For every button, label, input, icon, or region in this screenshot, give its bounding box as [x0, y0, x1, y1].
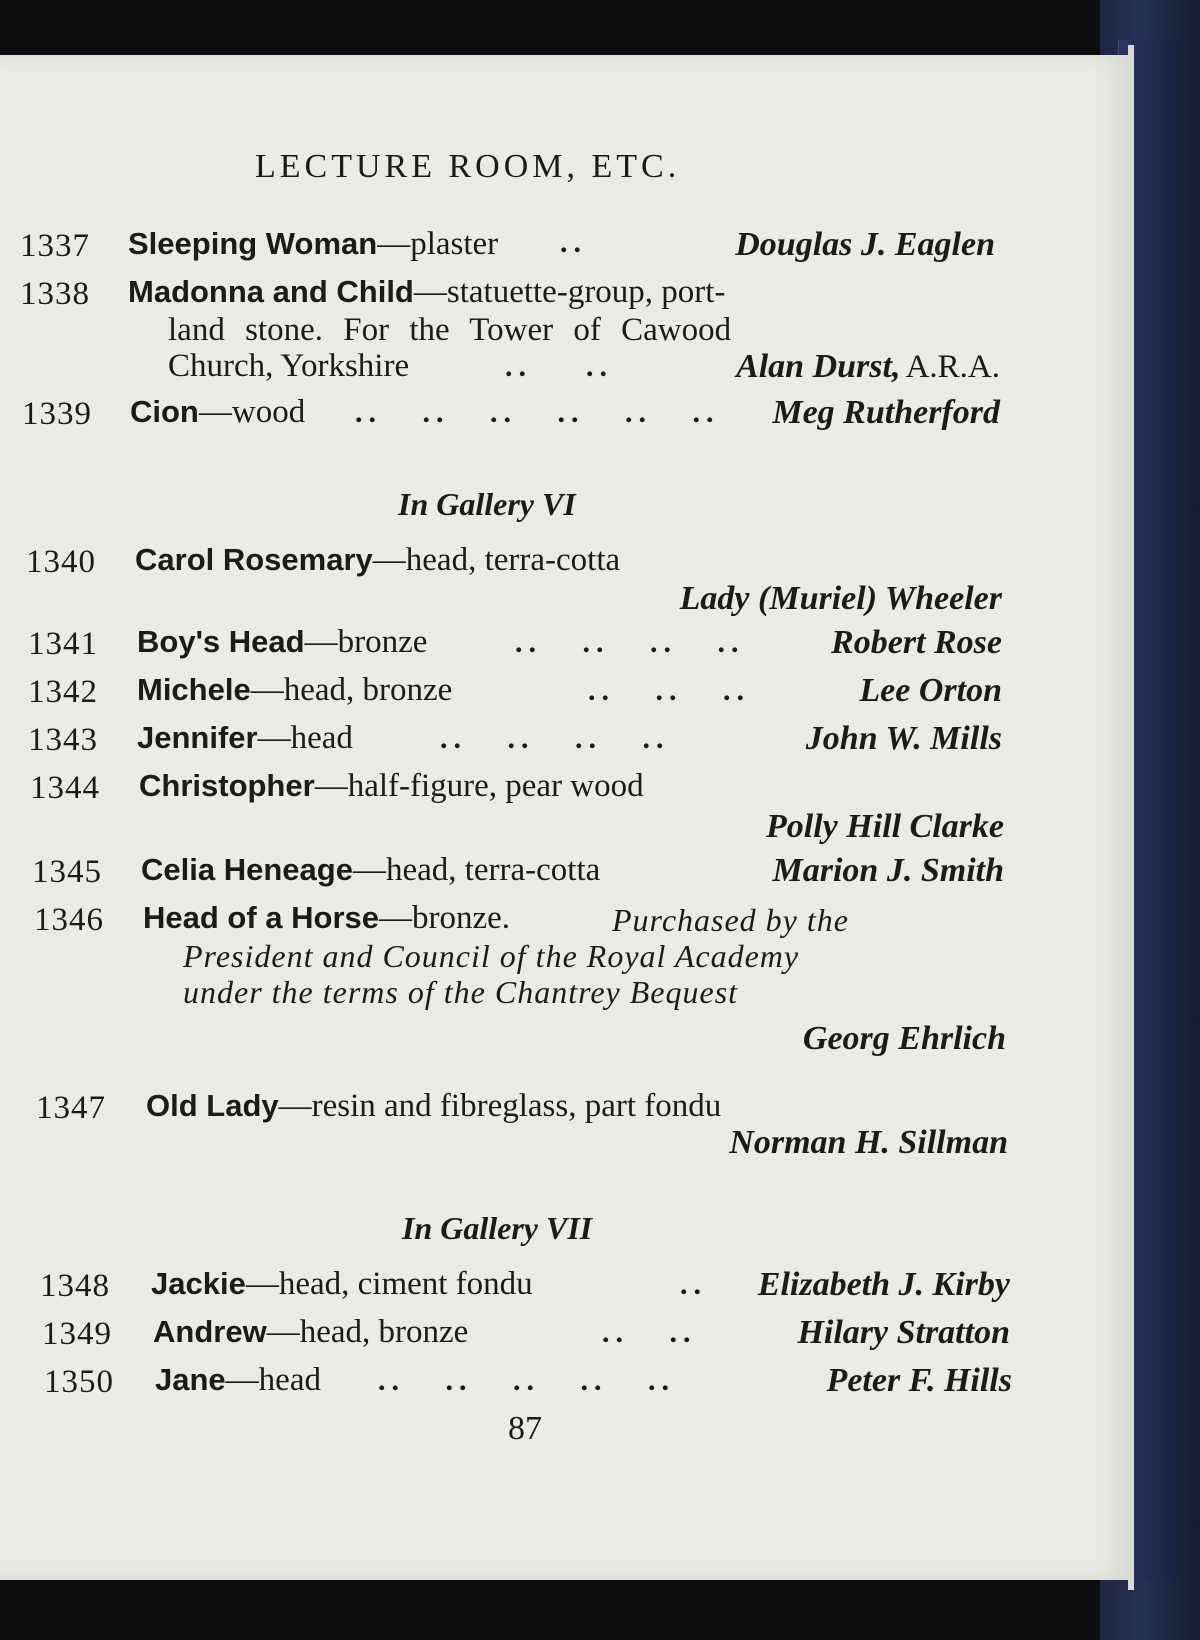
entry-number: 1339: [22, 396, 92, 432]
entry-number: 1337: [20, 228, 90, 264]
entry-title: Old Lady: [146, 1088, 279, 1123]
entry-artist: Polly Hill Clarke: [766, 808, 1004, 845]
entry-note: President and Council of the Royal Academy: [183, 938, 800, 974]
entry-medium: —head: [225, 1362, 321, 1398]
entry-artist: Elizabeth J. Kirby: [757, 1266, 1010, 1303]
entry-title: Sleeping Woman: [128, 226, 378, 261]
entry-medium: —plaster: [377, 226, 499, 262]
entry-title: Head of a Horse: [143, 900, 380, 935]
entry-number: 1344: [30, 770, 100, 806]
entry-artist: Lady (Muriel) Wheeler: [679, 580, 1002, 617]
entry-medium: —head: [257, 720, 353, 756]
leader-dots: .. .. .. ..: [515, 626, 745, 659]
leader-dots: .. .. .. .. ..: [378, 1364, 675, 1397]
entry-title-line: [137, 672, 452, 709]
entry-note: under the terms of the Chantrey Bequest: [183, 974, 739, 1010]
leader-dots: ..: [560, 226, 587, 259]
entry-title: Celia Heneage: [141, 852, 353, 887]
page-number: 87: [508, 1410, 542, 1447]
entry-title-line: [137, 720, 353, 757]
entry-title: Christopher: [139, 768, 315, 803]
entry-number: 1348: [40, 1268, 110, 1304]
entry-artist-suffix: A.R.A.: [905, 349, 1000, 385]
page-header: LECTURE ROOM, ETC.: [255, 148, 681, 185]
entry-artist: Peter F. Hills: [826, 1362, 1012, 1399]
entry-artist: John W. Mills: [805, 720, 1002, 757]
leader-dots: .. .. .. .. .. ..: [355, 396, 720, 429]
entry-title-line: [128, 226, 498, 263]
entry-title-line: [128, 274, 725, 311]
entry-artist: Robert Rose: [831, 624, 1002, 661]
leader-dots: .. ..: [602, 1316, 697, 1349]
entry-title: Jane: [155, 1362, 226, 1397]
entry-medium: —head, bronze: [250, 672, 453, 708]
entry-title: Carol Rosemary: [135, 542, 373, 577]
entry-medium: —head, ciment fondu: [245, 1266, 533, 1302]
entry-medium: —statuette-group, port-: [413, 274, 726, 310]
entry-title-line: [146, 1088, 721, 1125]
entry-number: 1346: [34, 902, 104, 938]
section-heading-gallery-vi: In Gallery VI: [398, 486, 576, 522]
entry-artist-line: [736, 348, 1000, 386]
entry-title-line: [137, 624, 427, 661]
entry-artist: Marion J. Smith: [772, 852, 1004, 889]
entry-number: 1342: [28, 674, 98, 710]
leader-dots: .. .. .. ..: [440, 722, 670, 755]
entry-title-line: [141, 852, 600, 889]
entry-number: 1338: [20, 276, 90, 312]
entry-title-line: [153, 1314, 468, 1351]
entry-title: Jennifer: [137, 720, 258, 755]
leader-dots: .. .. ..: [588, 674, 750, 707]
entry-title: Boy's Head: [137, 624, 305, 659]
entry-number: 1340: [26, 544, 96, 580]
entry-medium: —head, terra-cotta: [352, 852, 601, 888]
entry-title-line: [135, 542, 620, 579]
entry-medium: —head, bronze: [266, 1314, 469, 1350]
entry-number: 1350: [44, 1364, 114, 1400]
entry-number: 1347: [36, 1090, 106, 1126]
entry-description-line: land stone. For the Tower of Cawood: [168, 312, 732, 348]
entry-medium: —bronze.: [379, 900, 511, 936]
entry-medium: —half-figure, pear wood: [314, 768, 644, 804]
entry-title: Madonna and Child: [128, 274, 414, 309]
leader-dots: ..: [680, 1268, 707, 1301]
entry-title: Michele: [137, 672, 251, 707]
entry-artist: Norman H. Sillman: [729, 1124, 1008, 1161]
entry-title: Andrew: [153, 1314, 267, 1349]
entry-number: 1349: [42, 1316, 112, 1352]
entry-number: 1343: [28, 722, 98, 758]
entry-medium: —bronze: [304, 624, 428, 660]
entry-artist: Douglas J. Eaglen: [735, 226, 995, 263]
entry-title-line: [143, 900, 510, 937]
entry-artist: Meg Rutherford: [772, 394, 1000, 431]
entry-artist: Georg Ehrlich: [802, 1020, 1006, 1057]
entry-number: 1341: [28, 626, 98, 662]
entry-medium: —resin and fibreglass, part fondu: [278, 1088, 722, 1124]
entry-title: Cion: [130, 394, 199, 429]
entry-description-line: Church, Yorkshire: [168, 348, 410, 384]
entry-title-line: [151, 1266, 533, 1303]
entry-medium: —wood: [198, 394, 306, 430]
entry-artist: Alan Durst,: [736, 348, 901, 385]
entry-number: 1345: [32, 854, 102, 890]
entry-artist: Lee Orton: [859, 672, 1002, 709]
entry-title-line: [139, 768, 644, 805]
entry-title-line: [155, 1362, 321, 1399]
entry-medium: —head, terra-cotta: [372, 542, 621, 578]
entry-note: Purchased by the: [612, 902, 849, 938]
entry-title-line: [130, 394, 305, 431]
entry-title: Jackie: [151, 1266, 246, 1301]
entry-artist: Hilary Stratton: [797, 1314, 1010, 1351]
leader-dots: .. ..: [505, 350, 613, 383]
section-heading-gallery-vii: In Gallery VII: [402, 1210, 593, 1246]
